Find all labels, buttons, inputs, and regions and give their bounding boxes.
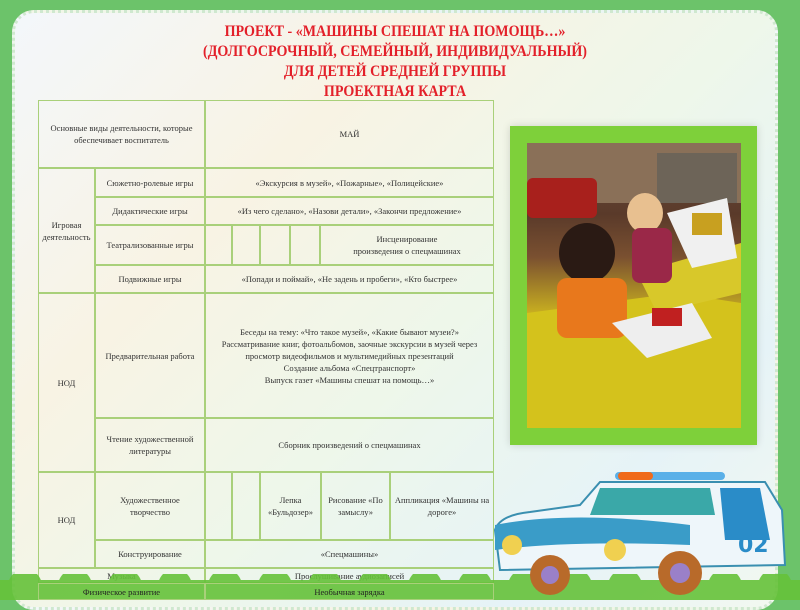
photo-frame — [510, 126, 757, 445]
last-row — [38, 583, 494, 600]
row-value: Аппликация «Машины на дороге» — [390, 472, 494, 540]
row-value — [205, 293, 494, 418]
row-value: Необычная зарядка — [205, 583, 494, 600]
title-line: ПРОЕКТ - «МАШИНЫ СПЕШАТ НА ПОМОЩЬ…» — [224, 23, 566, 40]
row-label: Дидактические игры — [95, 197, 205, 225]
empty-cell — [205, 225, 232, 265]
row-value: «Спецмашины» — [205, 540, 494, 568]
page-title — [47, 22, 742, 102]
empty-cell — [260, 225, 290, 265]
group-nod: НОД — [38, 293, 95, 472]
row-label: Чтение художественной литературы — [95, 418, 205, 472]
row-value: «Из чего сделано», «Назови детали», «Закончи предложение» — [205, 197, 494, 225]
group-play: Игровая деятельность — [38, 168, 95, 293]
row-label: Театрализованные игры — [95, 225, 205, 265]
row-value: «Попади и поймай», «Не задень и пробеги», «Кто быстрее» — [205, 265, 494, 293]
empty-cell — [290, 225, 320, 265]
empty-cell — [205, 472, 232, 540]
car-number: 02 — [738, 533, 769, 558]
row-value: Рисование «По замыслу» — [321, 472, 390, 540]
row-value: Инсценирование произведения о спецмашинах — [320, 225, 494, 265]
title-line: ДЛЯ ДЕТЕЙ СРЕДНЕЙ ГРУППЫ — [283, 63, 507, 80]
row-value: Лепка «Бульдозер» — [260, 472, 321, 540]
row-value: Сборник произведений о спецмашинах — [205, 418, 494, 472]
row-label: Конструирование — [95, 540, 205, 568]
row-label: Сюжетно-ролевые игры — [95, 168, 205, 197]
title-line: (ДОЛГОСРОЧНЫЙ, СЕМЕЙНЫЙ, ИНДИВИДУАЛЬНЫЙ) — [203, 43, 587, 60]
prep-item: Выпуск газет «Машины спешат на помощь…» — [264, 374, 435, 385]
group-nod-2: НОД — [38, 472, 95, 568]
row-label: Физическое развитие — [38, 583, 205, 600]
row-value: «Экскурсия в музей», «Пожарные», «Полицейские» — [205, 168, 494, 197]
prep-item: Рассматривание книг, фотоальбомов, заочные экскурсии в музей через просмотр видеофильмов и мультимедийных презентаций — [221, 338, 478, 361]
prep-item: Беседы на тему: «Что такое музей», «Какие бывают музеи?» — [240, 326, 459, 337]
header-activities: Основные виды деятельности, которые обеспечивает воспитатель — [38, 100, 205, 168]
row-label: Предварительная работа — [95, 293, 205, 418]
prep-item: Создание альбома «Спецтранспорт» — [283, 362, 416, 373]
header-month: МАЙ — [205, 100, 494, 168]
title-line: ПРОЕКТНАЯ КАРТА — [323, 83, 467, 100]
police-car-illustration — [490, 470, 790, 595]
project-table — [38, 100, 494, 600]
row-label: Подвижные игры — [95, 265, 205, 293]
children-photo — [527, 143, 741, 428]
row-label: Художественное творчество — [95, 472, 205, 540]
empty-cell — [232, 225, 260, 265]
empty-cell — [232, 472, 260, 540]
